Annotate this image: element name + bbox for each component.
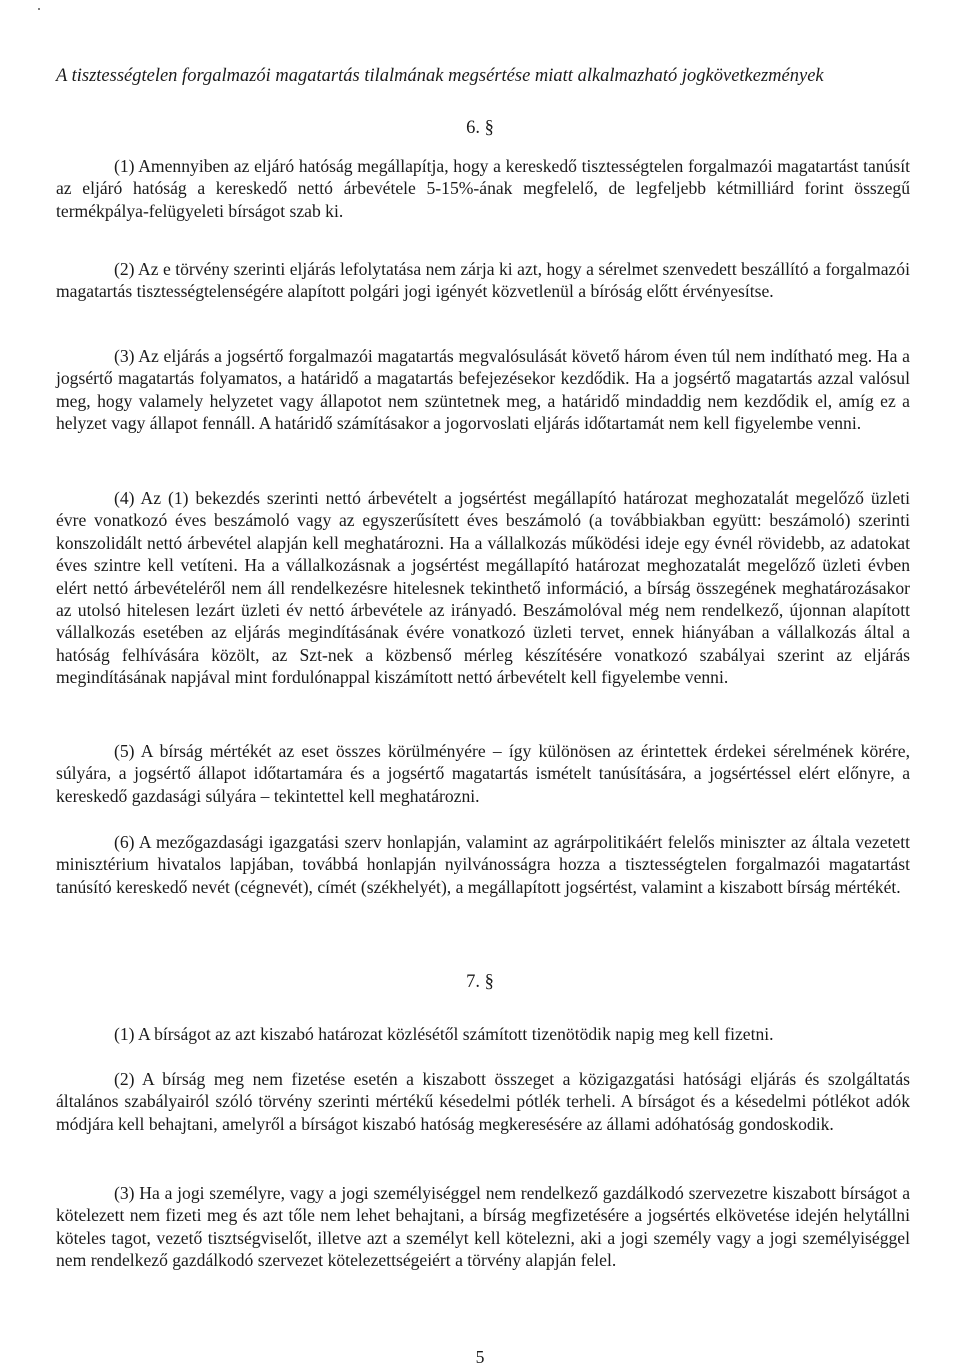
paragraph-6-3: (3) Az eljárás a jogsértő forgalmazói magatartás megvalósulását követő három éven túl nem indítható meg. Ha a jogsértő magatartás folyamatos, a határidő a magatartás befejezésekor kezdődik. Ha a jogsértő magatartás azzal valósul meg, hogy valamely helyzetet vagy állapotot nem szüntetnek meg, a határidő mindaddig nem kezdődik el, amíg ez a helyzet vagy állapot fennáll. A határidő számításakor a jogorvoslati eljárás időtartamát nem kell figyelembe venni. xyxy=(56,346,910,434)
document-title: A tisztességtelen forgalmazói magatartás tilalmának megsértése miatt alkalmazható jogkövetkezmények xyxy=(56,66,824,86)
section-heading-7: 7. § xyxy=(466,972,494,992)
paragraph-7-1: (1) A bírságot az azt kiszabó határozat közlésétől számított tizenötödik napig meg kell fizetni. xyxy=(114,1024,774,1044)
paragraph-7-3: (3) Ha a jogi személyre, vagy a jogi személyiséggel nem rendelkező gazdálkodó szervezetre kiszabott bírságot a kötelezett nem fizeti meg és azt tőle nem lehet behajtani, a bírság megfizetésére a jogsértés elkövetése idején helytállni köteles tagot, vezető tisztségviselőt, illetve azt a személyt kell kötelezni, aki a jogi személy vagy a jogi személyiséggel nem rendelkező gazdálkodó szervezet kötelezettségeiért a törvény alapján felel. xyxy=(56,1183,910,1271)
paragraph-7-2: (2) A bírság meg nem fizetése esetén a kiszabott összeget a közigazgatási hatósági eljárás és szolgáltatás általános szabályairól szóló törvény szerinti mértékű késedelmi pótlék terheli. A bírságot és a késedelmi pótlékot adók módjára kell behajtani, amelyről a bírságot kiszabó hatóság megkeresésére az állami adóhatóság gondoskodik. xyxy=(56,1069,910,1134)
section-heading-6: 6. § xyxy=(466,118,494,138)
paragraph-6-4: (4) Az (1) bekezdés szerinti nettó árbevételt a jogsértést megállapító határozat meghozatalát megelőző üzleti évre vonatkozó éves beszámoló vagy az egyszerűsített éves beszámoló (a továbbiakban együtt: beszámoló) szerinti konszolidált nettó árbevétel alapján kell meghatározni. Ha a vállalkozás működési ideje egy évnél rövidebb, az adatokat éves szintre kell vetíteni. Ha a vállalkozásnak a jogsértést megállapító határozat meghozatalát megelőző üzleti évben elért nettó árbevételéről nem áll rendelkezésre hitelesnek tekinthető információ, a bírság összegének meghatározásakor az utolsó hitelesen lezárt üzleti év nettó árbevétele az irányadó. Beszámolóval még nem rendelkező, újonnan alapított vállalkozás esetében az eljárás megindításának évére vonatkozó üzleti tervet, ennek hiányában a vállalkozás által a hatóság felhívására közölt, az Szt-nek a közbenső mérleg készítésére vonatkozó szabályai szerint az eljárás megindításának napjával mint fordulónappal kiszámított nettó árbevételt kell figyelembe venni. xyxy=(56,488,910,688)
paragraph-6-2: (2) Az e törvény szerinti eljárás lefolytatása nem zárja ki azt, hogy a sérelmet szenvedett beszállító a forgalmazói magatartás tisztességtelenségére alapított polgári jogi igényét közvetlenül a bíróság előtt érvényesítse. xyxy=(56,259,910,302)
paragraph-6-6: (6) A mezőgazdasági igazgatási szerv honlapján, valamint az agrárpolitikáért felelős miniszter az általa vezetett minisztérium hivatalos lapjában, továbbá honlapján nyilvánosságra hozza a tisztességtelen forgalmazói magatartást tanúsító kereskedő nevét (cégnevét), címét (székhelyét), a megállapított jogsértést, valamint a kiszabott bírság mértékét. xyxy=(56,832,910,897)
paragraph-6-5: (5) A bírság mértékét az eset összes körülményére – így különösen az érintettek érdekei sérelmének körére, súlyára, a jogsértő állapot időtartamára és a jogsértő magatartás ismételt tanúsítására, a jogsértéssel elért előnyre, a kereskedő gazdasági súlyára – tekintettel kell meghatározni. xyxy=(56,741,910,806)
scan-speck xyxy=(38,8,40,10)
page-number: 5 xyxy=(475,1347,485,1367)
paragraph-6-1: (1) Amennyiben az eljáró hatóság megállapítja, hogy a kereskedő tisztességtelen forgalmazói magatartást tanúsít az eljáró hatóság a kereskedő nettó árbevétele 5-15%-ának megfelelő, de legfeljebb kétmilliárd forint összegű termékpálya-felügyeleti bírságot szab ki. xyxy=(56,156,910,221)
